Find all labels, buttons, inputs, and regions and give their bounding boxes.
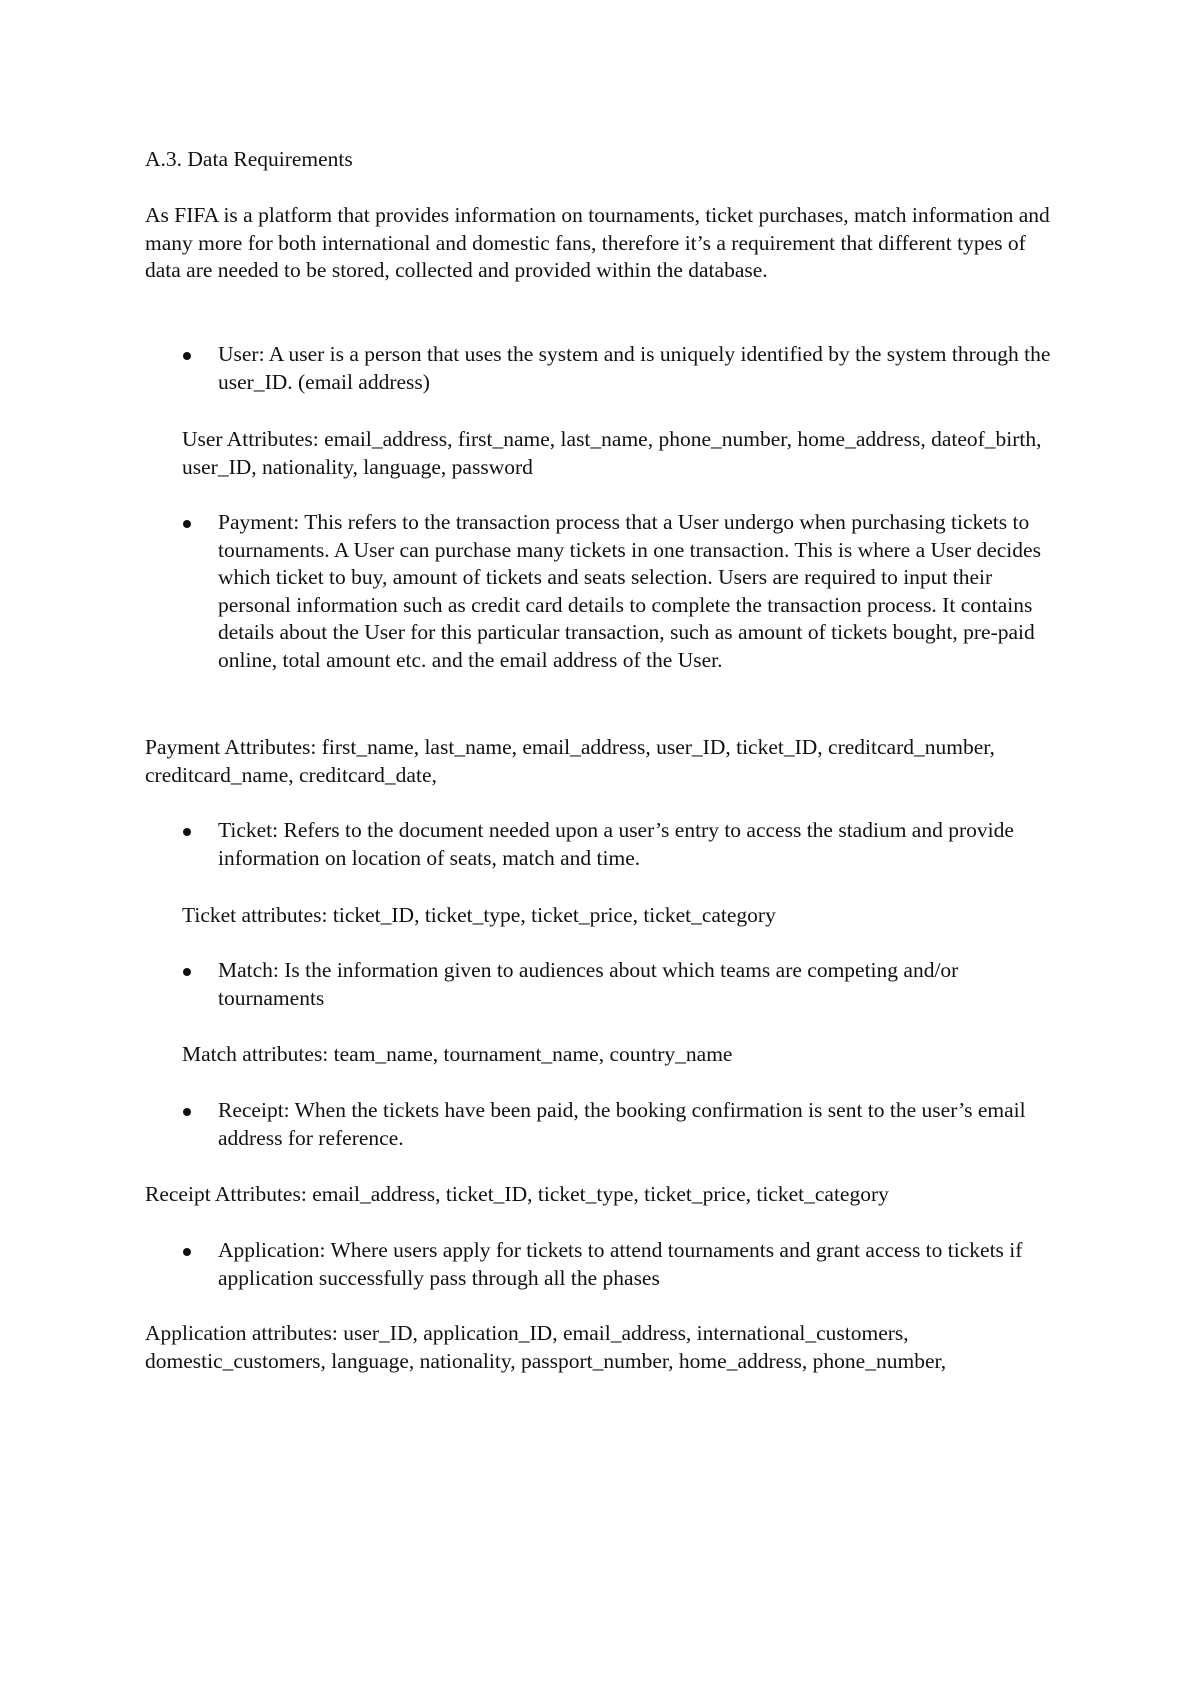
bullet-icon — [183, 828, 191, 836]
receipt-attributes: Receipt Attributes: email_address, ticket_ID, ticket_type, ticket_price, ticket_category — [145, 1182, 889, 1206]
bullet-icon — [183, 1248, 191, 1256]
list-item-text: Receipt: When the tickets have been paid, the booking confirmation is sent to the user’s email address for reference. — [218, 1098, 1026, 1150]
list-item-text: Application: Where users apply for tickets to attend tournaments and grant access to tickets if application successfully pass through all the phases — [218, 1238, 1023, 1290]
list-item-text: Ticket: Refers to the document needed upon a user’s entry to access the stadium and provide information on location of seats, match and time. — [218, 818, 1014, 870]
list-item-text: User: A user is a person that uses the system and is uniquely identified by the system through the user_ID. (email address) — [218, 342, 1051, 394]
list-item-text: Payment: This refers to the transaction process that a User undergo when purchasing tickets to tournaments. A User can purchase many tickets in one transaction. This is where a User decides which ticket to buy, amount of tickets and seats selection. Users are required to input their personal information such as credit card details to complete the transaction process. It contains details about the User for this particular transaction, such as amount of tickets bought, pre-paid online, total amount etc. and the email address of the User. — [218, 510, 1041, 672]
bullet-icon — [183, 520, 191, 528]
list-item-text: Match: Is the information given to audiences about which teams are competing and/or tournaments — [218, 958, 959, 1010]
payment-attributes: Payment Attributes: first_name, last_name, email_address, user_ID, ticket_ID, creditcard_number, creditcard_name, creditcard_date, — [145, 735, 995, 787]
user-attributes: User Attributes: email_address, first_name, last_name, phone_number, home_address, dateof_birth, user_ID, nationality, language, password — [182, 427, 1042, 479]
application-attributes: Application attributes: user_ID, application_ID, email_address, international_customers, domestic_customers, language, nationality, passport_number, home_address, phone_number, — [145, 1321, 947, 1373]
section-heading: A.3. Data Requirements — [145, 147, 353, 171]
bullet-icon — [183, 352, 191, 360]
intro-paragraph: As FIFA is a platform that provides information on tournaments, ticket purchases, match information and many more for both international and domestic fans, therefore it’s a requirement that different types of data are needed to be stored, collected and provided within the database. — [145, 203, 1050, 282]
bullet-icon — [183, 1108, 191, 1116]
bullet-icon — [183, 968, 191, 976]
ticket-attributes: Ticket attributes: ticket_ID, ticket_type, ticket_price, ticket_category — [182, 903, 776, 927]
match-attributes: Match attributes: team_name, tournament_name, country_name — [182, 1042, 733, 1066]
